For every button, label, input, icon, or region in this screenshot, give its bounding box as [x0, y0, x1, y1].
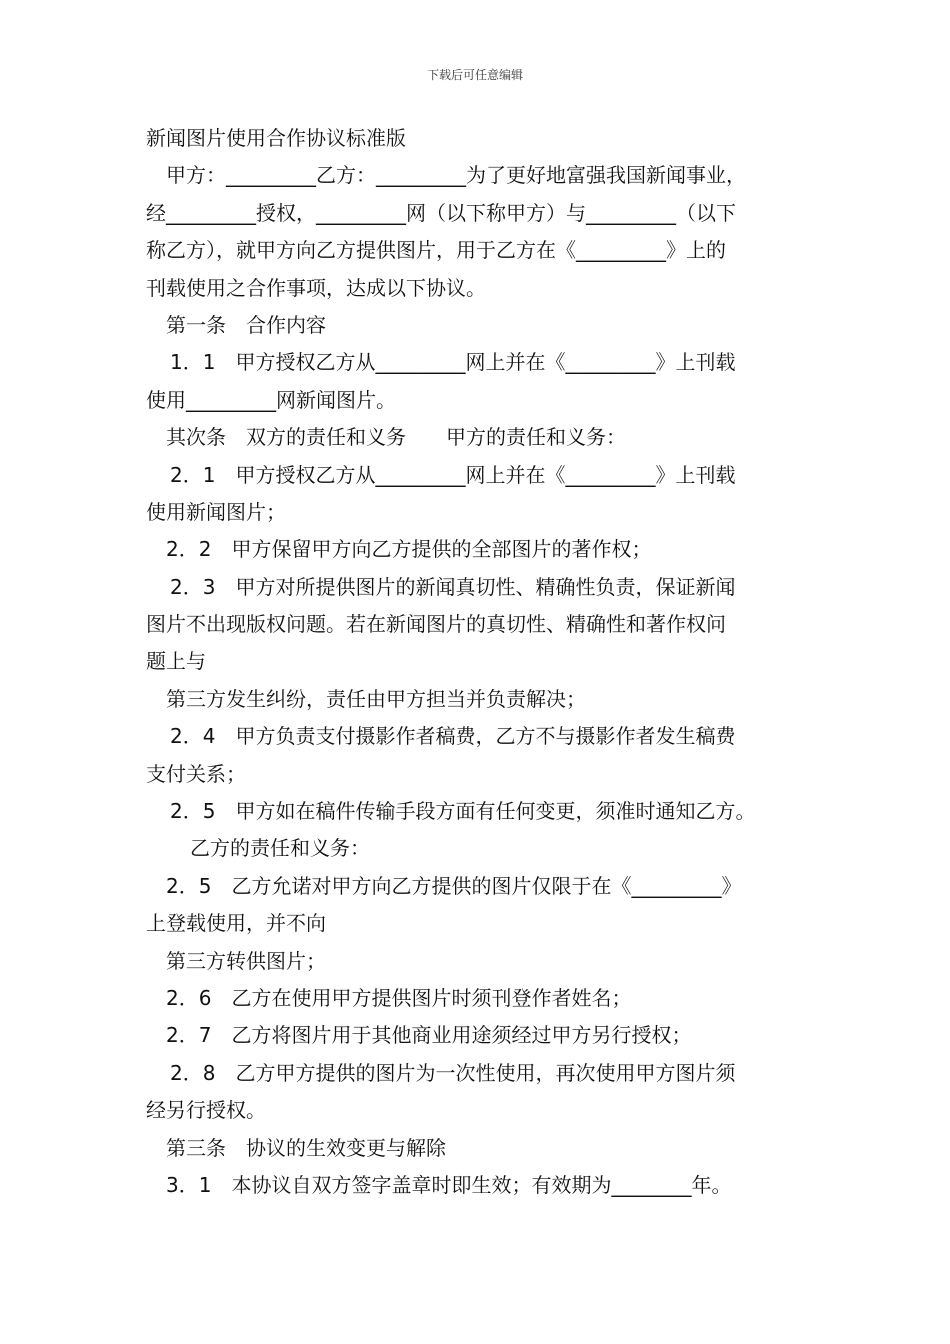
document-title: 新闻图片使用合作协议标准版	[146, 126, 406, 150]
page-header-note: 下载后可任意编辑	[426, 68, 523, 82]
paragraph-line: 2．7 乙方将图片用于其他商业用途须经过甲方另行授权；	[166, 1023, 692, 1048]
paragraph-line: 第三方转供图片；	[166, 948, 326, 973]
paragraph-line: 图片不出现版权问题。若在新闻图片的真切性、精确性和著作权问	[146, 612, 726, 637]
paragraph-line: 2．1 甲方授权乙方从_________网上并在《_________》上刊载	[170, 462, 736, 487]
paragraph-line: 经另行授权。	[146, 1098, 266, 1123]
paragraph-line: 使用新闻图片；	[146, 499, 286, 524]
paragraph-line: 2．5 乙方允诺对甲方向乙方提供的图片仅限于在《_________》	[166, 873, 742, 898]
paragraph-line: 1．1 甲方授权乙方从_________网上并在《_________》上刊载	[170, 350, 736, 375]
paragraph-line: 题上与	[146, 649, 206, 674]
subsection-heading: 乙方的责任和义务：	[190, 836, 370, 861]
paragraph-line: 2．6 乙方在使用甲方提供图片时须刊登作者姓名；	[166, 985, 632, 1010]
paragraph-line: 支付关系；	[146, 761, 246, 786]
document-body	[146, 120, 836, 1204]
paragraph-line: 第三方发生纠纷，责任由甲方担当并负责解决；	[166, 686, 586, 711]
paragraph-line: 2．3 甲方对所提供图片的新闻真切性、精确性负责，保证新闻	[170, 574, 736, 599]
paragraph-line: 2．5 甲方如在稿件传输手段方面有任何变更，须准时通知乙方。	[170, 799, 756, 824]
section-heading: 其次条 双方的责任和义务 甲方的责任和义务：	[166, 425, 626, 450]
paragraph-line: 甲方：_________乙方：_________为了更好地富强我国新闻事业，	[166, 163, 746, 188]
paragraph-line: 使用_________网新闻图片。	[146, 387, 396, 412]
section-heading: 第三条 协议的生效变更与解除	[166, 1135, 446, 1160]
paragraph-line: 3．1 本协议自双方签字盖章时即生效；有效期为________年。	[166, 1172, 732, 1197]
section-heading: 第一条 合作内容	[166, 312, 326, 337]
paragraph-line: 2．4 甲方负责支付摄影作者稿费，乙方不与摄影作者发生稿费	[170, 724, 736, 749]
paragraph-line: 经_________授权，_________网（以下称甲方）与_________（以下	[146, 200, 736, 225]
paragraph-line: 刊载使用之合作事项，达成以下协议。	[146, 275, 486, 300]
paragraph-line: 上登载使用，并不向	[146, 911, 326, 936]
paragraph-line: 称乙方），就甲方向乙方提供图片，用于乙方在《_________》上的	[146, 238, 726, 263]
paragraph-line: 2．8 乙方甲方提供的图片为一次性使用，再次使用甲方图片须	[170, 1060, 736, 1085]
paragraph-line: 2．2 甲方保留甲方向乙方提供的全部图片的著作权；	[166, 537, 652, 562]
